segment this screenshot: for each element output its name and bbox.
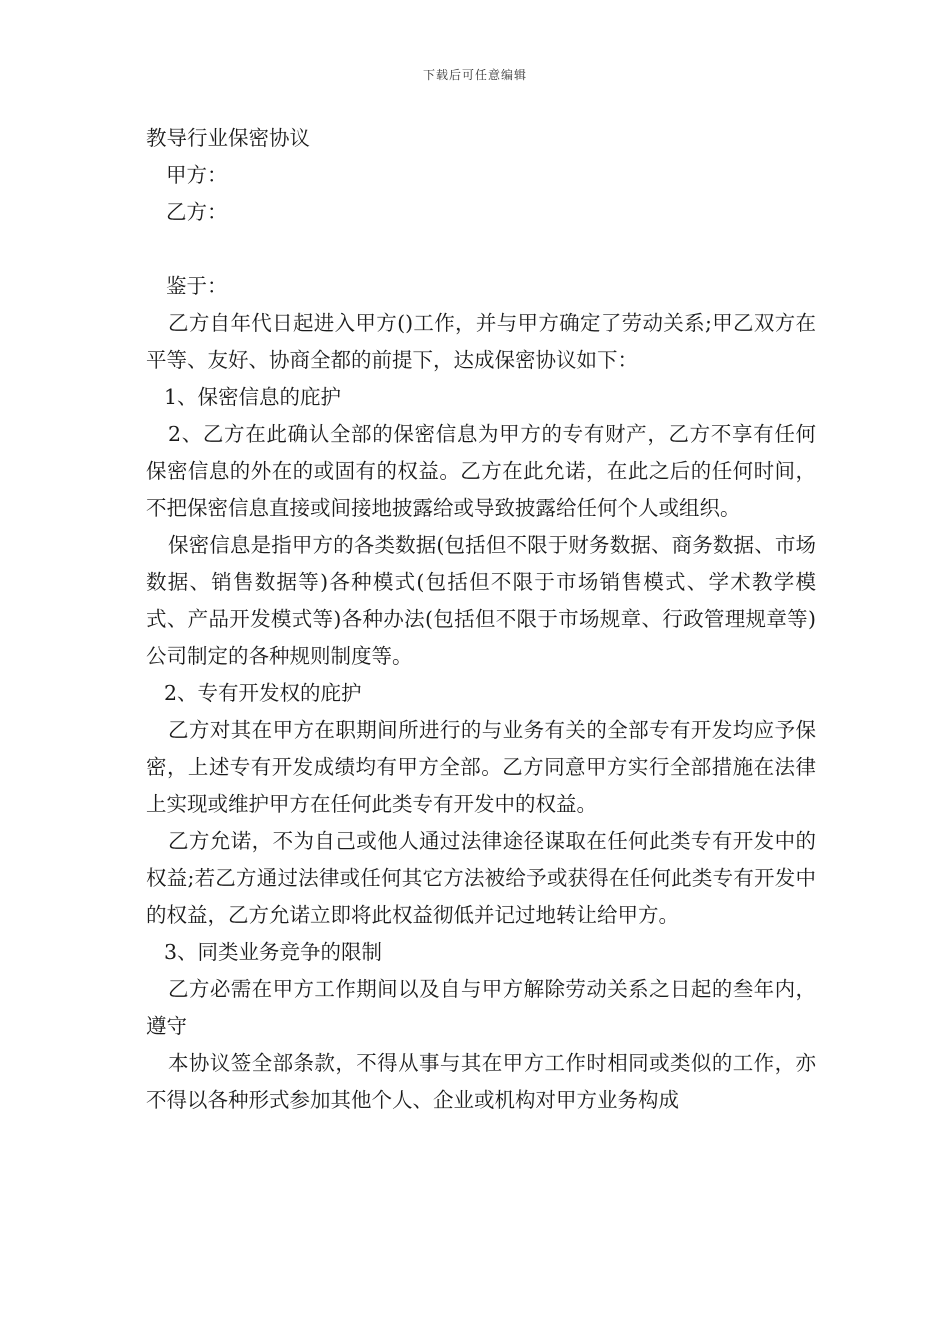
paragraph-development: 乙方对其在甲方在职期间所进行的与业务有关的全部专有开发均应予保密，上述专有开发成绩均有甲方全部。乙方同意甲方实行全部措施在法律上实现或维护甲方在任何此类专有开发中的权益。	[146, 718, 816, 816]
header-note: 下载后可任意编辑	[422, 68, 527, 82]
document-title: 教导行业保密协议	[146, 126, 310, 150]
paragraph-transfer: 乙方允诺，不为自己或他人通过法律途径谋取在任何此类专有开发中的权益;若乙方通过法律或任何其它方法被给予或获得在任何此类专有开发中的权益，乙方允诺立即将此权益彻低并记过地转让给甲方。	[146, 829, 816, 927]
paragraph-intro: 乙方自年代日起进入甲方()工作，并与甲方确定了劳动关系;甲乙双方在平等、友好、协商全都的前提下，达成保密协议如下：	[146, 311, 816, 372]
document-body	[146, 120, 816, 1119]
paragraph-confirmation: 2、乙方在此确认全部的保密信息为甲方的专有财产，乙方不享有任何保密信息的外在的或固有的权益。乙方在此允诺，在此之后的任何时间，不把保密信息直接或间接地披露给或导致披露给任何个人或组织。	[146, 422, 816, 520]
section-heading-2: 2、专有开发权的庇护	[164, 681, 362, 705]
paragraph-terms: 本协议签全部条款，不得从事与其在甲方工作时相同或类似的工作，亦不得以各种形式参加其他个人、企业或机构对甲方业务构成	[146, 1051, 816, 1112]
section-heading-3: 3、同类业务竞争的限制	[164, 940, 383, 964]
whereas-line: 鉴于：	[166, 274, 228, 298]
paragraph-competition: 乙方必需在甲方工作期间以及自与甲方解除劳动关系之日起的叁年内，遵守	[146, 977, 816, 1038]
paragraph-definition: 保密信息是指甲方的各类数据(包括但不限于财务数据、商务数据、市场数据、销售数据等)各种模式(包括但不限于市场销售模式、学术教学模式、产品开发模式等)各种办法(包括但不限于市场规章、行政管理规章等)公司制定的各种规则制度等。	[146, 533, 816, 668]
section-heading-1: 1、保密信息的庇护	[164, 385, 342, 409]
party-b-line: 乙方：	[166, 200, 228, 224]
blank-line	[146, 231, 816, 268]
party-a-line: 甲方：	[166, 163, 228, 187]
